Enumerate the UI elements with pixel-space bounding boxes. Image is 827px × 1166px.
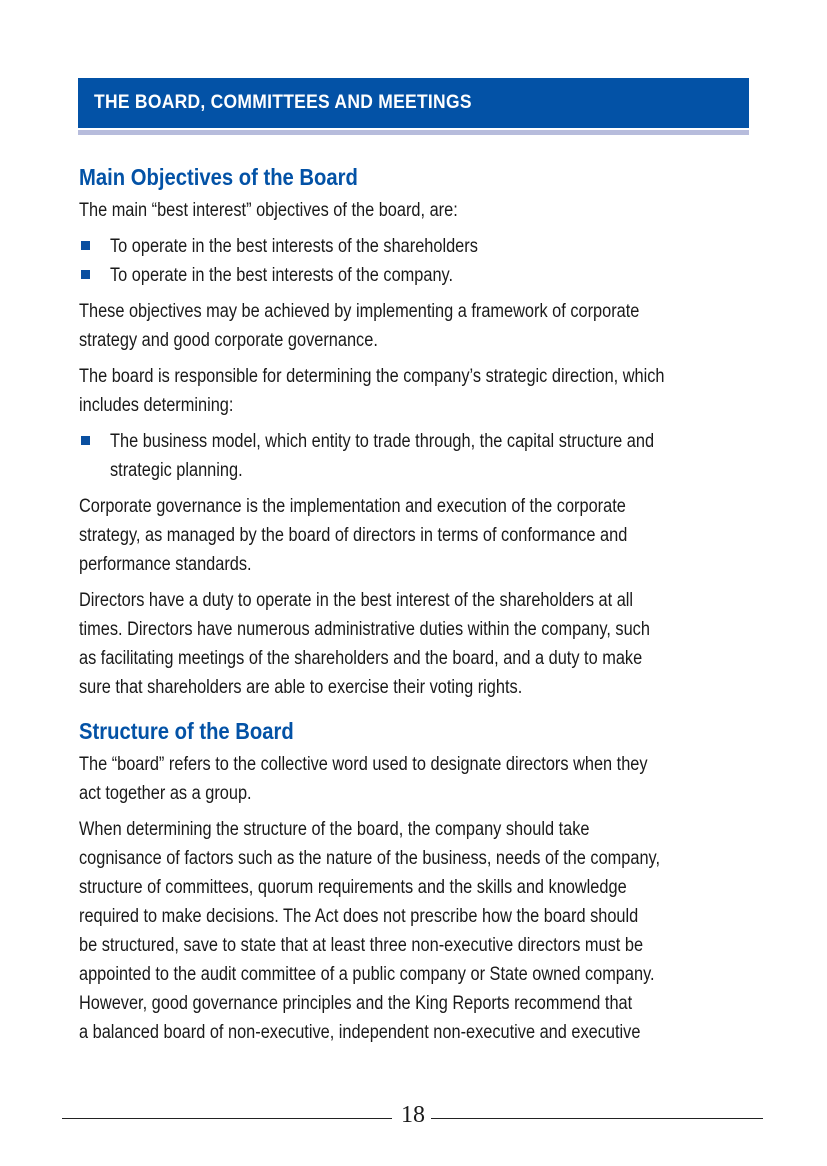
text-line: These objectives may be achieved by implementing a framework of corporate <box>79 301 640 322</box>
text-line: structure of committees, quorum requirements and the skills and knowledge <box>79 877 627 898</box>
text-line: times. Directors have numerous administrative duties within the company, such <box>79 619 650 640</box>
bullet-text <box>110 261 764 290</box>
paragraph <box>79 586 758 702</box>
bullet-item <box>79 232 759 261</box>
footer-rule-right <box>431 1118 763 1119</box>
section-heading: Structure of the Board <box>79 718 294 744</box>
text-line: sure that shareholders are able to exercise their voting rights. <box>79 677 523 698</box>
page-number: 18 <box>401 1102 425 1128</box>
text-line: act together as a group. <box>79 783 252 804</box>
text-line: To operate in the best interests of the shareholders <box>110 236 478 257</box>
text-line: appointed to the audit committee of a public company or State owned company. <box>79 964 655 985</box>
text-line: strategy and good corporate governance. <box>79 330 378 351</box>
banner-stripe <box>78 130 749 135</box>
text-line: a balanced board of non-executive, independent non-executive and executive <box>79 1022 641 1043</box>
paragraph <box>79 297 758 355</box>
bullet-list <box>79 232 759 290</box>
text-line: Directors have a duty to operate in the best interest of the shareholders at all <box>79 590 634 611</box>
text-line: strategy, as managed by the board of directors in terms of conformance and <box>79 525 628 546</box>
bullet-item <box>79 427 759 485</box>
text-line: The board is responsible for determining the company’s strategic direction, which <box>79 366 665 387</box>
bullet-text <box>110 232 764 261</box>
text-line: However, good governance principles and the King Reports recommend that <box>79 993 633 1014</box>
text-line: To operate in the best interests of the company. <box>110 265 454 286</box>
paragraph <box>79 815 758 1047</box>
section-heading: Main Objectives of the Board <box>79 164 358 190</box>
paragraph <box>79 492 758 579</box>
bullet-list <box>79 427 759 485</box>
text-line: performance standards. <box>79 554 252 575</box>
footer-rule-left <box>62 1118 392 1119</box>
bullet-text <box>110 427 764 485</box>
text-line: be structured, save to state that at least three non-executive directors must be <box>79 935 644 956</box>
page-content <box>79 160 759 1054</box>
text-line: The “board” refers to the collective word used to designate directors when they <box>79 754 648 775</box>
square-bullet-icon <box>81 436 90 445</box>
paragraph <box>79 750 758 808</box>
square-bullet-icon <box>81 241 90 250</box>
page-footer <box>62 1100 763 1136</box>
text-line: required to make decisions. The Act does not prescribe how the board should <box>79 906 639 927</box>
text-line: includes determining: <box>79 395 234 416</box>
text-line: The main “best interest” objectives of the board, are: <box>79 200 458 221</box>
bullet-item <box>79 261 759 290</box>
text-line: strategic planning. <box>110 460 243 481</box>
paragraph <box>79 362 758 420</box>
paragraph <box>79 196 758 225</box>
chapter-title: THE BOARD, COMMITTEES AND MEETINGS <box>94 92 472 113</box>
text-line: cognisance of factors such as the nature of the business, needs of the company, <box>79 848 661 869</box>
square-bullet-icon <box>81 270 90 279</box>
chapter-banner <box>78 78 749 128</box>
text-line: When determining the structure of the board, the company should take <box>79 819 590 840</box>
text-line: The business model, which entity to trade through, the capital structure and <box>110 431 655 452</box>
text-line: as facilitating meetings of the shareholders and the board, and a duty to make <box>79 648 643 669</box>
text-line: Corporate governance is the implementation and execution of the corporate <box>79 496 626 517</box>
